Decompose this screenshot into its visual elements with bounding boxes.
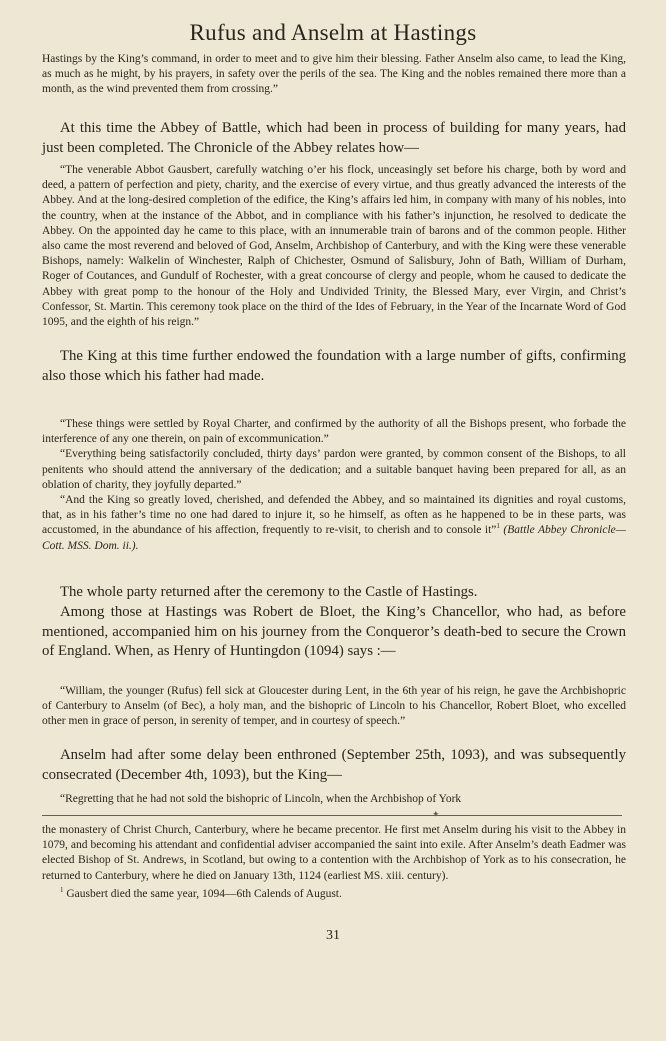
running-head: Rufus and Anselm at Hastings [189, 20, 477, 45]
page-number: 31 [326, 928, 340, 943]
paragraph-text: Among those at Hastings was Robert de Bloet, the King’s Chancellor, who had, as before mentioned, accompanied him on his journey from the Conqueror’s death-bed to secure the Crown of England. When, as Henry of Huntingdon (1094) says :— [42, 603, 626, 660]
footnote-1 [42, 887, 626, 902]
paragraph-text: Hastings by the King’s command, in order to meet and to give him their blessing. Father Anselm also came, to lead the King, as much as he might, by his prayers, in safety over the perils of the sea. The King and the nobles remained there more than a month, as the wind prevented them from crossing.” [42, 53, 626, 96]
quote-text: “Regretting that he had not sold the bishopric of Lincoln, when the Archbishop of York [60, 793, 462, 805]
quote-text: “These things were settled by Royal Charter, and confirmed by the authority of all the Bishops present, who forbade the interference of any one therein, on pain of excommunication.” [42, 418, 626, 446]
quote-text: “Everything being satisfactorily concluded, thirty days’ pardon were granted, by common consent of the Bishops, to all penitents who should attend the anniversary of the dedication; and a suitable banquet having been prepared for all, as an oblation of charity, they joyfully departed.” [42, 448, 626, 491]
paragraph-text: The whole party returned after the ceremony to the Castle of Hastings. [60, 584, 478, 600]
paragraph-text: Anselm had after some delay been enthroned (September 25th, 1093), and was subsequently consecrated (December 4th, 1093), but the King— [42, 747, 626, 783]
quote-text: “William, the younger (Rufus) fell sick at Gloucester during Lent, in the 6th year of his reign, he gave the Archbishopric of Canterbury to Anselm (of Bec), a holy man, and the bishopric of Lincoln to his Chancellor, Robert Bloet, who excelled other men in grace of person, in serenity of temper, and in courtesy of speech.” [42, 685, 626, 728]
quote-text: “The venerable Abbot Gausbert, carefully watching o’er his flock, unceasingly set before his charge, both by word and deed, a pattern of perfection and piety, charity, and the exercise of every virtue, and thus greatly advanced the interests of the Abbey. And at the long-desired completion of the edifice, the King’s affairs led him, in company with many of his nobles, into the country, when at the instance of the Abbot, and in compliance with his father’s injunction, he resolved to dedicate the Abbey. On the appointed day he came to this place, with an innumerable train of barons and of the common people. Hither also came the most reverend and beloved of God, Anselm, Archbishop of Canterbury, and with the King were these venerable Bishops, namely: Walkelin of Winchester, Ralph of Chichester, Osmund of Salisbury, John of Bath, William of Durham, Roger of Coutances, and Gundulf of Rochester, with a great concourse of clergy and people, whom he caused to dedicate the Abbey with great pomp to the honour of the Holy and Undivided Trinity, the Blessed Mary, ever Virgin, and Christ’s Confessor, St. Martin. This ceremony took place on the third of the Ides of February, in the Year of the Incarnate Word of God 1095, and the eighth of his reign.” [42, 164, 626, 329]
paragraph-return [42, 583, 626, 662]
footnote-divider [42, 815, 622, 816]
footnote-number: 1 [60, 885, 64, 894]
divider-ornament: ✦ [432, 809, 440, 819]
quote-regretting [42, 792, 626, 807]
source-citation: (Battle Abbey Chronicle—Cott. MSS. Dom. ii.). [42, 524, 627, 552]
paragraph-endowment [42, 347, 626, 387]
quote-charter [42, 417, 626, 554]
quote-fragment: “And the King so greatly loved, cherished, and defended the Abbey, and so maintained its dignities and royal customs, that, as in his father’s time no one had dared to injure it, so he himself, as often as he happened to be in these parts, was accustomed, in the abundance of his affection, frequently to re-visit, to cherish and to console it” [42, 494, 626, 537]
quote-chronicle [42, 163, 626, 330]
footnotes [42, 823, 626, 902]
quote-text [42, 493, 626, 554]
footnote-marker: 1 [496, 522, 500, 531]
quote-huntingdon [42, 684, 626, 730]
footnote-continued: the monastery of Christ Church, Canterbury, where he became precentor. He first met Anselm during his visit to the Abbey in 1079, and becoming his attendant and confidential adviser accompanied the saint into exile. After Anselm’s death Eadmer was elected Bishop of St. Andrews, in Scotland, but owing to a contention with the Archbishop of York as to his consecration, he returned to Canterbury, where he died on January 13th, 1124 (earliest MS. xiii. century). [42, 824, 626, 882]
paragraph-battle-abbey [42, 119, 626, 159]
paragraph-opening [42, 52, 626, 98]
paragraph-text: The King at this time further endowed the foundation with a large number of gifts, confirming also those which his father had made. [42, 348, 626, 384]
paragraph-anselm [42, 746, 626, 786]
footnote-text: Gausbert died the same year, 1094—6th Calends of August. [66, 887, 342, 900]
paragraph-text: At this time the Abbey of Battle, which had been in process of building for many years, had just been completed. The Chronicle of the Abbey relates how— [42, 120, 626, 156]
